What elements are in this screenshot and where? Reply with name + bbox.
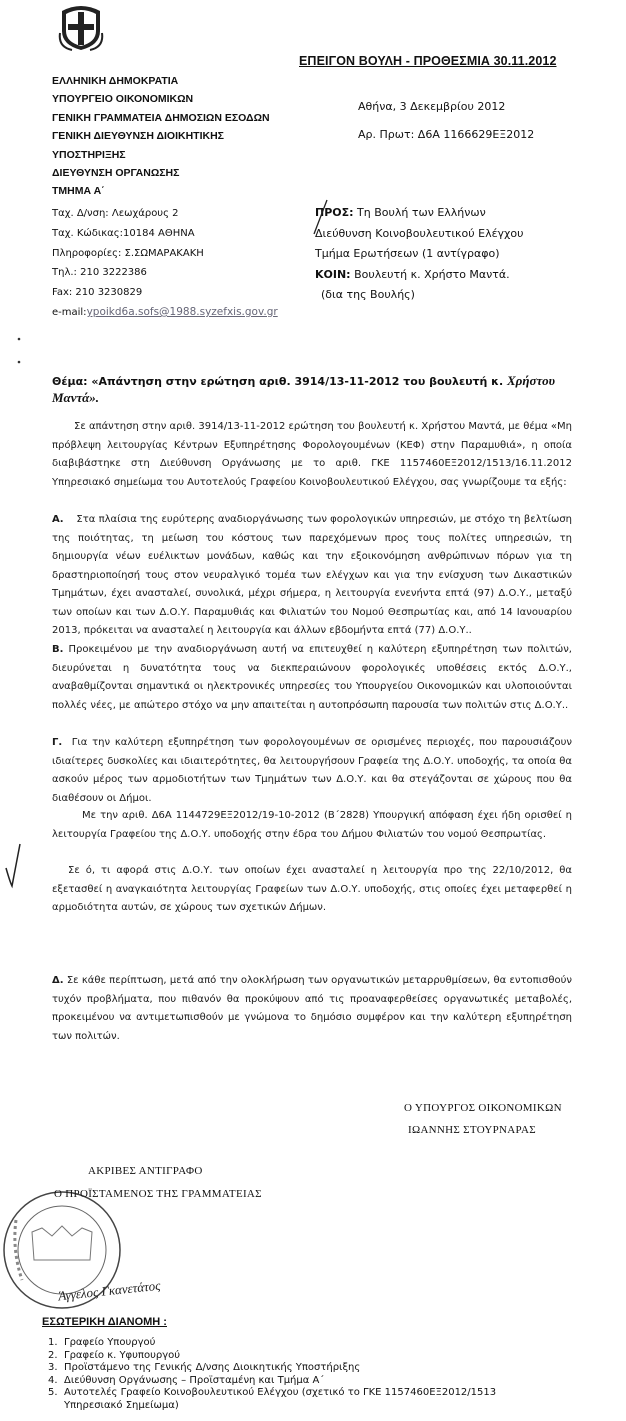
contact-email-row — [52, 303, 278, 323]
paragraph-c-text: Για την καλύτερη εξυπηρέτηση των φορολογουμένων σε ορισμένες περιοχές, που παρουσιάζουν ιδιαίτερες δυσκολίες και ιδιαιτερότητες, θα λειτουργήσουν Γραφεία της Δ.Ο.Υ. υποδοχής, τα οποία θα ασκούν μέρος των αρμοδιοτήτων των Τμημάτων των Δ.Ο.Υ. και θα στεγάζονται σε χώρους που θα διαθέσουν οι Δήμοι. — [52, 737, 573, 804]
certified-copy-title: ΑΚΡΙΒΕΣ ΑΝΤΙΓΡΑΦΟ — [88, 1165, 203, 1177]
handwritten-check-icon — [2, 840, 24, 890]
paragraph-b-label: Β. — [52, 644, 64, 655]
contact-postcode: Ταχ. Κώδικας:10184 ΑΘΗΝΑ — [52, 227, 195, 239]
signatory-name: ΙΩΑΝΝΗΣ ΣΤΟΥΡΝΑΡΑΣ — [408, 1124, 536, 1136]
paragraph-intro: Σε απάντηση στην αριθ. 3914/13-11-2012 ερώτηση του βουλευτή κ. Χρήστου Μαντά, με θέμα «Μη πρόβλεψη λειτουργίας Κέντρων Εξυπηρέτησης Φορολογουμένων (ΚΕΦ) στην Παραμυθιά», η οποία διαβιβάστηκε στη Διεύθυνση Οργάνωσης με το αριθ. ΓΚΕ 1157460ΕΞ2012/1513/16.11.2012 Υπηρεσιακό σημείωμα του Αυτοτελούς Γραφείου Κοινοβουλευτικού Ελέγχου, σας γνωρίζουμε τα εξής: — [52, 421, 572, 488]
protocol-number: Αρ. Πρωτ: Δ6Α 1166629ΕΞ2012 — [358, 128, 535, 141]
email-label: e-mail: — [52, 306, 87, 318]
to-label: ΠΡΟΣ: — [315, 206, 354, 219]
list-item-continuation: Υπηρεσιακό Σημείωμα) — [64, 1399, 179, 1411]
list-item: 2. Γραφείο κ. Υφυπουργού — [48, 1349, 181, 1361]
list-item: 4. Διεύθυνση Οργάνωσης – Προϊσταμένη και Τμήμα Α΄ — [48, 1374, 325, 1386]
cc-line: (δια της Βουλής) — [321, 288, 415, 301]
paragraph-a-text: Στα πλαίσια της ευρύτερης αναδιοργάνωσης των φορολογικών υπηρεσιών, με στόχο τη βελτίωση της ποιότητας, τη μείωση του κόστους των παρεχόμενων προς τους πολίτες υπηρεσιών, τη δημιουργία νέων ευέλικτων μονάδων, καθώς και την εξοικονόμηση ανθρώπινων πόρων για τη δραστηριοποίησή τους στον νευραλγικό τομέα των ελέγχων και για την ενίσχυση των Δικαστικών Τμημάτων, έχει ανασταλεί, συνολικά, μέχρι σήμερα, η λειτουργία ενενήντα επτά (97) Δ.Ο.Υ., μεταξύ των οποίων και των Δ.Ο.Υ. Παραμυθιάς και Φιλιατών του Νομού Θεσπρωτίας και, από 14 Ιανουαρίου 2013, πρόκειται να ανασταλεί η λειτουργία και άλλων εβδομήντα επτά (77) Δ.Ο.Υ.. — [52, 514, 572, 636]
letterhead-line: ΓΕΝΙΚΗ ΔΙΕΥΘΥΝΣΗ ΔΙΟΙΚΗΤΙΚΗΣ — [52, 130, 224, 143]
deadline-stamp: ΕΠΕΙΓΟΝ ΒΟΥΛΗ - ΠΡΟΘΕΣΜΙΑ 30.11.2012 — [299, 54, 557, 68]
date-line: Αθήνα, 3 Δεκεμβρίου 2012 — [358, 100, 506, 113]
certified-copy-officer: Ο ΠΡΟΪΣΤΑΜΕΝΟΣ ΤΗΣ ΓΡΑΜΜΑΤΕΙΑΣ — [54, 1188, 262, 1200]
letterhead-line: ΥΠΟΥΡΓΕΙΟ ΟΙΚΟΝΟΜΙΚΩΝ — [52, 93, 194, 106]
subject — [52, 373, 555, 407]
list-item: 5. Αυτοτελές Γραφείο Κοινοβουλευτικού Ελέγχου (σχετικό το ΓΚΕ 1157460ΕΞ2012/1513 — [48, 1387, 497, 1398]
paragraph-d-text: Σε κάθε περίπτωση, μετά από την ολοκλήρωση των οργανωτικών μεταρρυθμίσεων, θα εντοπισθούν τυχόν προβλήματα, που πιθανόν θα προκύψουν από τις προαναφερθείσες οργανωτικές μεταβολές, προκειμένου να αντιμετωπισθούν με γνώμονα το δημόσιο συμφέρον και την καλύτερη εξυπηρέτηση των πολιτών. — [52, 975, 572, 1042]
to-line: Διεύθυνση Κοινοβουλευτικού Ελέγχου — [315, 226, 524, 240]
paragraph-b-text: Προκειμένου με την αναδιοργάνωση αυτή να επιτευχθεί η καλύτερη εξυπηρέτηση των πολιτών, διευρύνεται η δυνατότητα τους να διεκπεραιώνουν φορολογικές υποθέσεις εκτός Δ.Ο.Υ., αναβαθμίζονται σημαντικά οι ηλεκτρονικές υπηρεσίες του Υπουργείου Οικονομικών και υλοποιούνται πολλές νέες, με απώτερο στόχο να μην απαιτείται η αυτοπρόσωπη παρουσία των πολιτών στις Δ.Ο.Υ.. — [52, 644, 572, 711]
letterhead-line: ΤΜΗΜΑ Α΄ — [52, 185, 105, 198]
list-item: 3. Προϊστάμενο της Γενικής Δ/νσης Διοικητικής Υποστήριξης — [48, 1362, 361, 1373]
paragraph-a — [52, 511, 572, 641]
letterhead-line: ΔΙΕΥΘΥΝΣΗ ΟΡΓΑΝΩΣΗΣ — [52, 167, 180, 180]
email-link[interactable]: ypoikd6a.sofs@1988.syzefxis.gov.gr — [86, 305, 278, 318]
internal-distribution-title: ΕΣΩΤΕΡΙΚΗ ΔΙΑΝΟΜΗ : — [42, 1316, 167, 1328]
signature-block — [404, 1097, 562, 1141]
greek-coat-of-arms-icon — [58, 3, 104, 51]
signatory-title: Ο ΥΠΟΥΡΓΟΣ ΟΙΚΟΝΟΜΙΚΩΝ — [404, 1102, 562, 1114]
margin-dots-icon — [14, 336, 24, 366]
paragraph-c3: Σε ό, τι αφορά στις Δ.Ο.Υ. των οποίων έχει ανασταλεί η λειτουργία προ της 22/10/2012, θα εξετασθεί η αναγκαιότητα λειτουργίας Γραφείων των Δ.Ο.Υ. υποδοχής, στις οποίες έχει μεταφερθεί η αρμοδιότητα αυτών, σε χώρους των σχετικών Δήμων. — [52, 865, 572, 913]
letterhead — [52, 72, 270, 201]
paragraph-b — [52, 641, 572, 715]
letterhead-line: ΕΛΛΗΝΙΚΗ ΔΗΜΟΚΡΑΤΙΑ — [52, 75, 179, 87]
subject-name: Χρήστου — [507, 373, 555, 388]
letterhead-line: ΓΕΝΙΚΗ ΓΡΑΜΜΑΤΕΙΑ ΔΗΜΟΣΙΩΝ ΕΣΟΔΩΝ — [52, 111, 270, 124]
contact-block — [52, 204, 278, 323]
paragraph-d-label: Δ. — [52, 975, 64, 986]
recipients-block — [315, 203, 524, 306]
letterhead-line: ΥΠΟΣΤΗΡΙΞΗΣ — [52, 148, 126, 161]
contact-info: Πληροφορίες: Σ.ΣΩΜΑΡΑΚΑΚΗ — [52, 247, 204, 259]
contact-phone: Τηλ.: 210 3222386 — [52, 267, 147, 279]
cc-row — [315, 265, 524, 286]
cc-line: Βουλευτή κ. Χρήστο Μαντά. — [354, 267, 510, 281]
contact-fax: Fax: 210 3230829 — [52, 287, 143, 299]
paragraph-d — [52, 972, 572, 1046]
paragraph-c-label: Γ. — [52, 737, 63, 748]
paragraph-c2: Με την αριθ. Δ6Α 1144729ΕΞ2012/19-10-2012 (Β΄2828) Υπουργική απόφαση έχει ήδη ορισθεί η λειτουργία Γραφείου της Δ.Ο.Υ. υποδοχής στην έδρα του Δήμου Φιλιατών του νομού Θεσπρωτίας. — [52, 810, 572, 840]
subject-line: Μαντά». — [52, 390, 100, 405]
handwritten-stroke-icon — [311, 198, 331, 238]
to-row — [315, 203, 524, 224]
cc-label: ΚΟΙΝ: — [315, 267, 351, 281]
list-item: 1. Γραφείο Υπουργού — [48, 1337, 156, 1348]
handwritten-signature: Άγγελος Γκανετάτος — [57, 1277, 162, 1304]
contact-address: Ταχ. Δ/νση: Λεωχάρους 2 — [52, 208, 179, 219]
paragraph-a-label: Α. — [52, 514, 64, 525]
to-line: Τμήμα Ερωτήσεων (1 αντίγραφο) — [315, 247, 500, 260]
internal-distribution-list — [48, 1337, 496, 1412]
paragraph-c — [52, 734, 572, 808]
subject-line: Θέμα: «Απάντηση στην ερώτηση αριθ. 3914/13-11-2012 του βουλευτή κ. — [52, 375, 504, 388]
certified-copy-block — [54, 1160, 262, 1206]
to-line: Τη Βουλή των Ελλήνων — [357, 206, 486, 219]
